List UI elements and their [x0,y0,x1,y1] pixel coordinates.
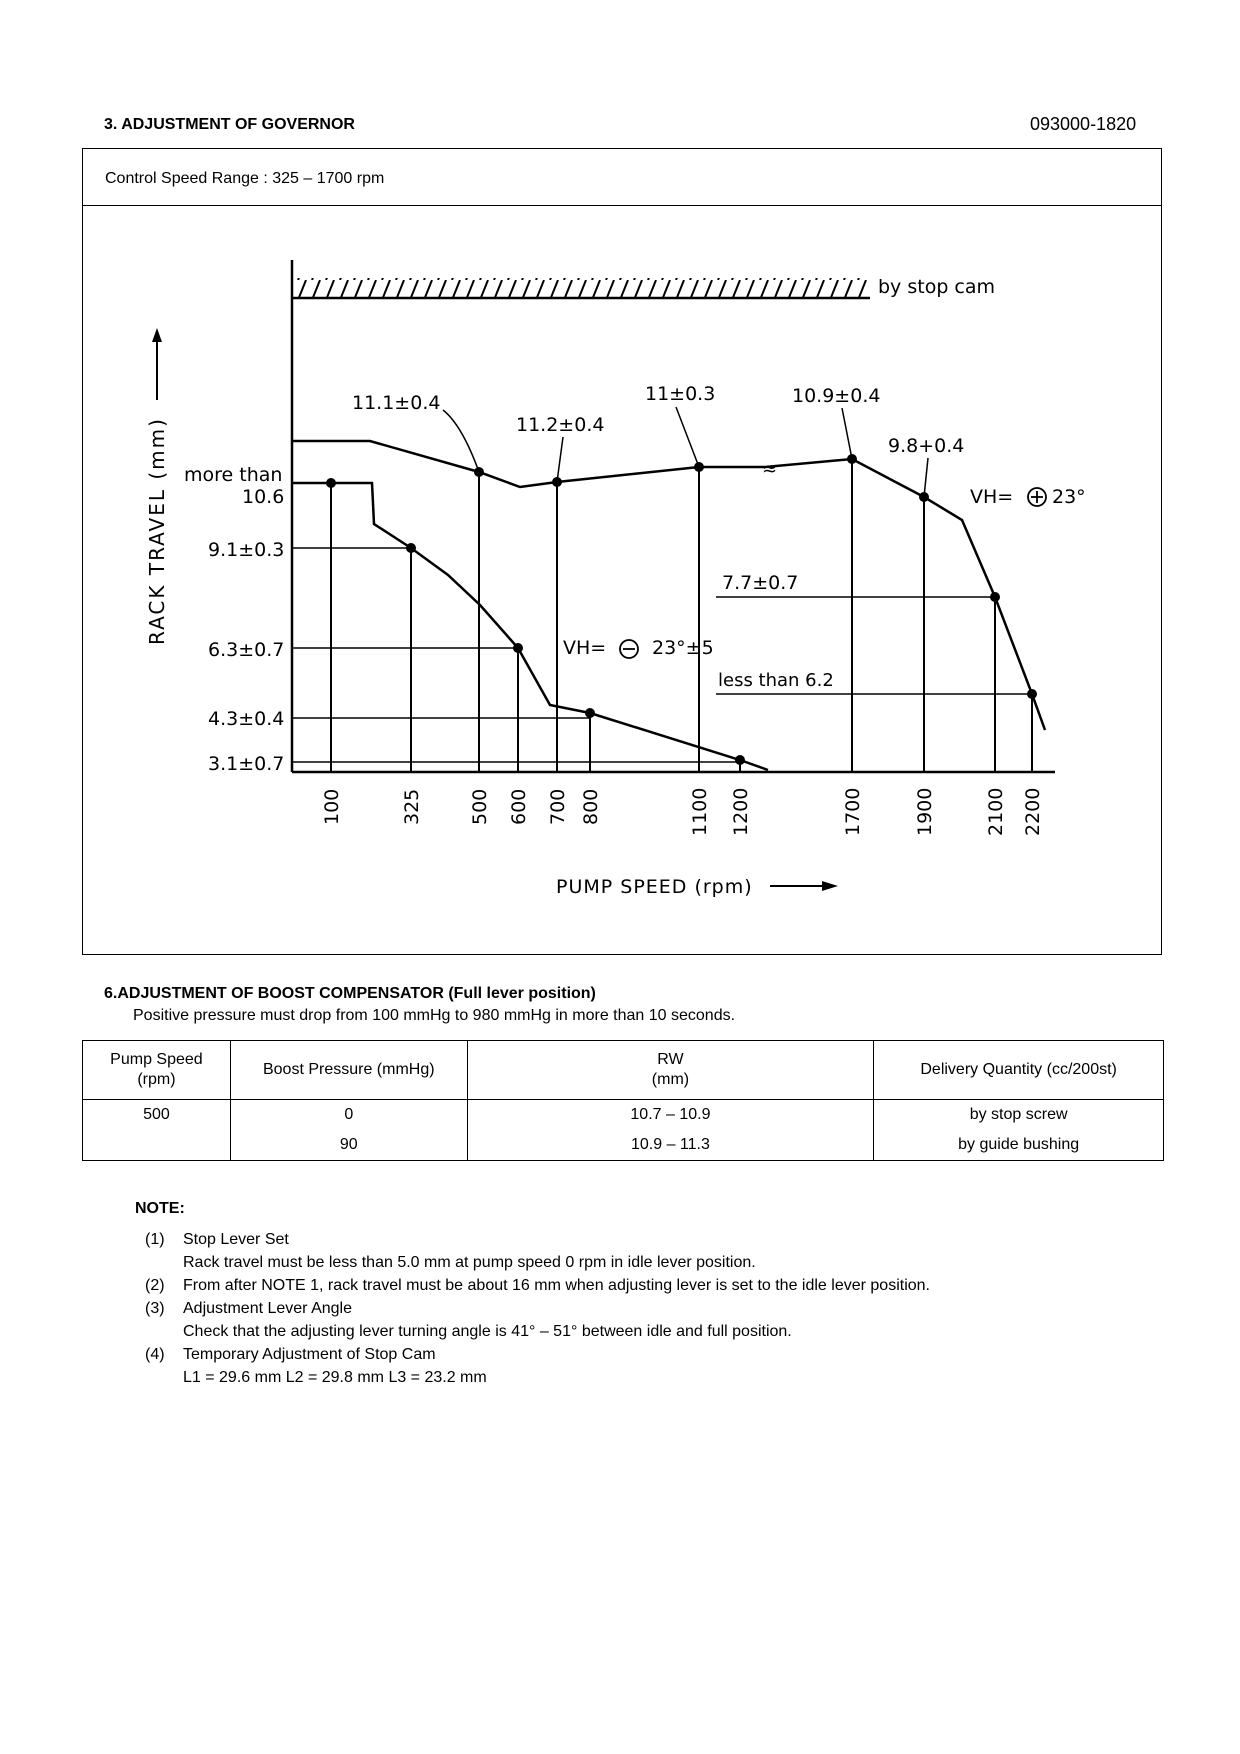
header-rw: RW (mm) [467,1041,874,1100]
drop-lines [331,459,1032,772]
x-axis-arrowhead [822,881,838,891]
y-label-9-1: 9.1±0.3 [208,539,285,561]
y-axis-label: RACK TRAVEL (mm) [145,417,169,645]
note-item: Check that the adjusting lever turning angle is 41° – 51° between idle and full position. [183,1323,792,1340]
cell-boost-pressure: 0 [230,1100,467,1131]
vh-plus-angle: 23° [1052,486,1086,508]
x-tick-2200: 2200 [1022,787,1044,836]
cell-pump-speed [83,1130,231,1161]
y-label-10-6: 10.6 [242,486,285,508]
note-item: (1) Stop Lever Set [145,1231,289,1248]
header-boost-pressure: Boost Pressure (mmHg) [230,1041,467,1100]
x-tick-700: 700 [547,788,569,825]
notes-list [145,1228,1145,1389]
x-tick-labels [321,788,1044,836]
cell-delivery: by stop screw [874,1100,1164,1131]
x-tick-1900: 1900 [914,787,936,836]
table-row [83,1100,1164,1131]
stop-cam-hatch [292,278,867,298]
x-tick-500: 500 [469,788,491,825]
cell-rw: 10.7 – 10.9 [467,1100,874,1131]
cell-pump-speed: 500 [83,1100,231,1131]
boost-table [82,1040,1164,1161]
y-label-6-3: 6.3±0.7 [208,639,285,661]
vh-plus-label: VH= [970,486,1014,508]
header-delivery-quantity: Delivery Quantity (cc/200st) [874,1041,1164,1100]
x-tick-600: 600 [508,788,530,825]
annotation-11: 11±0.3 [645,383,716,405]
y-label-more-than: more than [184,464,283,486]
leader-11 [676,407,699,467]
table-row [83,1130,1164,1161]
section6-title: 6.ADJUSTMENT OF BOOST COMPENSATOR (Full lever position) [104,985,596,1002]
header-pump-speed: Pump Speed (rpm) [83,1041,231,1100]
x-axis-label: PUMP SPEED (rpm) [556,876,753,898]
x-tick-2100: 2100 [985,787,1007,836]
x-tick-800: 800 [580,788,602,825]
y-label-3-1: 3.1±0.7 [208,753,285,775]
idle-curve [292,483,768,770]
x-tick-100: 100 [321,788,343,825]
annotation-10-9: 10.9±0.4 [792,385,881,407]
annotation-7-7: 7.7±0.7 [722,572,799,594]
x-tick-325: 325 [401,788,423,825]
annotation-11-2: 11.2±0.4 [516,414,605,436]
notes-title: NOTE: [135,1200,185,1217]
leader-10-9 [842,408,852,459]
section6-note: Positive pressure must drop from 100 mmHg to 980 mmHg in more than 10 seconds. [133,1007,736,1024]
note-item: (4) Temporary Adjustment of Stop Cam [145,1346,436,1363]
vh-minus-angle: 23°±5 [652,637,714,659]
leader-11-2 [557,437,563,482]
note-item: (2) From after NOTE 1, rack travel must be about 16 mm when adjusting lever is set to the idle lever position. [145,1277,930,1294]
x-tick-1100: 1100 [689,787,711,836]
control-speed-range: Control Speed Range : 325 – 1700 rpm [105,170,385,187]
y-axis-arrowhead [152,328,162,342]
annotation-11-1: 11.1±0.4 [352,392,441,414]
annotation-less-than-6-2: less than 6.2 [718,670,834,691]
document-number: 093000-1820 [1030,114,1137,134]
x-tick-1200: 1200 [730,787,752,836]
note-item: (3) Adjustment Lever Angle [145,1300,352,1317]
cell-boost-pressure: 90 [230,1130,467,1161]
table-header-row [83,1041,1164,1100]
section-title: 3. ADJUSTMENT OF GOVERNOR [104,116,355,133]
cell-delivery: by guide bushing [874,1130,1164,1161]
y-label-4-3: 4.3±0.4 [208,708,285,730]
axis-break-mark: ≈ [762,459,778,480]
x-tick-1700: 1700 [842,787,864,836]
leader-9-8 [924,458,928,497]
note-item: Rack travel must be less than 5.0 mm at pump speed 0 rpm in idle lever position. [183,1254,756,1271]
annotation-9-8: 9.8+0.4 [888,435,965,457]
note-item: L1 = 29.6 mm L2 = 29.8 mm L3 = 23.2 mm [183,1369,487,1386]
cell-rw: 10.9 – 11.3 [467,1130,874,1161]
stop-cam-label: by stop cam [878,276,996,298]
full-load-curve [292,441,1045,730]
vh-minus-label: VH= [563,637,607,659]
